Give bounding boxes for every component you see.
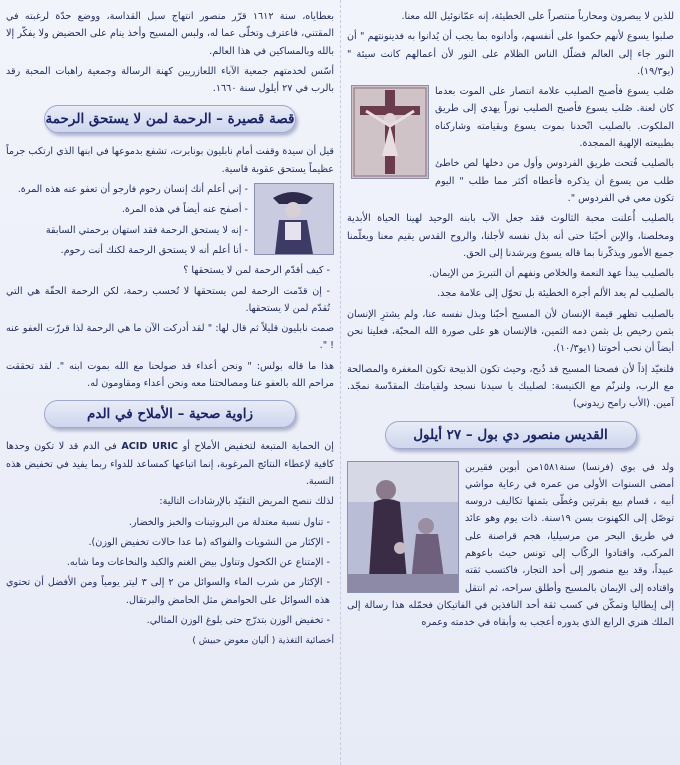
crucifix-icon: [352, 86, 428, 178]
paragraph: بالصليب لم يعد الألم أجرة الخطيئة بل تحوّل إلى علامة مجد.: [437, 288, 674, 300]
paragraph: صُلب يسوع فأصبح الصليب علامة انتصار على الموت بعدما كان لعنة. صُلب يسوع فأصبح الصليب نوراً يهدي إلى طريق الملكوت. بالصليب اتّحدنا بموت يسوع وبقيامته وشاركناه بطبيعته الإلهية الممجدة.: [435, 86, 674, 150]
paragraph: ولد في بوي (فرنسا) سنة١٥٨١من أبوين فقيرين أمضى السنوات الأولى من عمره في رعاية مواشي أبيه ، قسام بيع بقرتين وغطّى بثمنها تكاليف دروسه توصّل إلى الكهنوت بسن ١٩سنة. ذات يوم وهو عائد في طريق البحر من مرسيليا، هجم قراصنة على المركب، واقتادوا الركّاب إلى تونس حيث باعوهم عبيداً، وقد بيع منصور إلى أحد التجار، فاكتسب ثقته واقتاده إلى الإيمان بالمسيح وأطلق سراحه، ثم انتقل إلى إيطاليا وتمكّن في كسب ثقة أحد النافذين في الفاتيكان فحمّله هذا رسالة إلى الملك هنري الرابع الذي يدوره أعجب به وأبقاه في خدمته وعمره: [347, 461, 674, 629]
dialogue-line: - إن قدّمت الرحمة لمن يستحقها لا تُحسب رحمة، لكن الرحمة الحقّة هي التي تُقدّم لمن لا يستحقها.: [6, 285, 330, 314]
right-column: [340, 0, 680, 765]
napoleon-portrait: [255, 184, 333, 254]
paragraph: بالصليب تظهر قيمة الإنسان لأن المسيح أحبّنا وبذل نفسه عنا، ولم يشترِ الإنسان بثمن رخيص بل بثمن دمه الثمين، فالإنسان هو على صورة الله المحبّة، فعلينا نحن أيضاً أن نحب أخوتنا (١يو١٠/٣).: [347, 308, 674, 355]
dialogue-line: - أصفح عنه أيضاً في هذه المرة.: [121, 204, 248, 216]
acid-uric-term: ACID URIC: [121, 441, 178, 453]
paragraph: بالصليب يبدأ عهد النعمة والخلاص ونفهم أن التبريرَ من الإيمان.: [429, 268, 674, 280]
list-item: - الإمتناع عن الكحول وتناول بيض الغنم والكبد والنخاعات وما شابه.: [66, 557, 330, 569]
paragraph: [347, 361, 674, 413]
section-header-saint: القديس منصور دي بول – ٢٧ أيلول: [385, 421, 637, 449]
list-item: - الإكثار من شرب الماء والسوائل من ٢ إلى ٣ ليتر يومياً ومن الأفضل أن تحتوي هذه السوائل على الحوامض مثل الحامض والبرتقال.: [6, 577, 330, 606]
section-header-story: قصة قصيرة – الرحمة لمن لا يستحق الرحمة: [44, 105, 296, 133]
paragraph: صلبوا يسوع لأنهم حكموا على أنفسهم، وأدانوه بما يجب أن يُدانوا به فدينونتهم " أن النور جاء إلى العالم فضلّل الناس الظلام على النور لأن أعمالهم كانت سيئة " (يو١٩/٣).: [347, 31, 674, 77]
author-signature: (الأب رامح زيدوني): [572, 398, 650, 410]
paragraph: أسّس لخدمتهم جمعية الآباء اللعازريين كهنة الرسالة وجمعية راهبات المحبة رقد بالرب في ٢٧ أيلول سنة ١٦٦٠.: [6, 65, 334, 95]
list-item: - الإكثار من النشويات والفواكه (ما عدا حالات تخفيض الوزن).: [88, 536, 330, 548]
paragraph: بالصليب فُتحت طريق الفردوس وأول من دخلها لص خاطئ طلب من يسوع أن يذكره فأعطاه أكثر مما طلب " اليوم تكون معي في الفردوس ".: [435, 158, 674, 204]
author-credit: أخصائية التغذية ( أليان معوض حبيش ): [192, 636, 334, 647]
paragraph: قيل أن سيدة وقفت أمام نابليون بونابرت، تشفع بدموعها في ابنها الذي ارتكب جرماً عظيماً يستحق عقوبة قاسية.: [6, 146, 334, 175]
paragraph: بالصليب أُعلنت محبة الثالوث فقد جعل الآب بابنه الوحيد لهينا الحياة الأبدية ومخلصنا، والإبن أحبّنا حتى أنه بذل نفسه لأجلنا، والروح القدس يقيم معنا ويعلّمنا جميع الأمور ويذكّرنا بما قاله يسوع ويرشدنا إلى الحق.: [347, 213, 674, 259]
saint-vincent-painting: [348, 462, 458, 592]
paragraph-text: فلنعيّد إذاً لأن فصحنا المسيح قد ذُبح، وحيث تكون الذبيحة تكون المغفرة والمصالحة مع الرب، ولنرنّم مع الكنيسة: لصليبك يا سيدنا نسجد ولقيامتك المقدّسة نمجّد. آمين.: [347, 363, 674, 410]
paragraph: بعطاياه، سنة ١٦١٢ قرّر منصور انتهاج سبل القداسة، ووضع حدّة لرغبته في المقتني، فاعترف وتخلّى عما له، ولبس المسيح وأخذ ينام على الحضيض ولا يفكّر إلا بالله وبالمساكين في هذا العالم.: [6, 11, 334, 57]
list-item: - تناول نسبة معتدلة من البروتينات والخبز والخضار.: [128, 516, 330, 528]
saint-image: [347, 461, 459, 593]
napoleon-image: [254, 183, 334, 255]
paragraph: صمت نابليون قليلاً ثم قال لها: " لقد أدركت الآن ما هي الرحمة لذا قررّت العفو عنه ! ".: [6, 323, 334, 352]
dialogue-line: - أنا أعلم أنه لا يستحق الرحمة لكنك أنت رحوم.: [60, 244, 248, 256]
dialogue-line: - كيف أقدّم الرحمة لمن لا يستحقها ؟: [183, 265, 330, 277]
list-item: - تخفيض الوزن بتدرّج حتى بلوغ الوزن المثالي.: [146, 615, 330, 627]
paragraph-text: إن الحماية المتبعة لتخفيض الأملاح أو: [182, 441, 334, 453]
paragraph: هذا ما قاله بولس: " ونحن أعداء قد صولحنا مع الله بموت ابنه ". لقد تحققت مراحم الله بالعفو عنا ومصالحتنا معه ونحن أعداء ومقاومون له.: [6, 360, 334, 390]
dialogue-line: - إني أعلم أنك إنسان رحوم فارجو أن تعفو عنه هذه المرة.: [17, 184, 248, 196]
dialogue-line: - إنه لا يستحق الرحمة فقد استهان برحمتي السابقة: [45, 224, 248, 236]
section-header-health: زاوية صحية – الأملاح في الدم: [44, 400, 296, 428]
paragraph: لذلك ننصح المريض التقيّد بالإرشادات التالية:: [159, 496, 334, 508]
paragraph-text: في الدم قد لا تكون وحدها كافية لإعطاء النتائج المرغوبة، إنما اتباعها كمساعد للدواء ربما يفيد في تخفيض هذه النسبة.: [6, 441, 334, 487]
paragraph: [6, 438, 334, 490]
paragraph: للذين لا يبصرون ومحارباً منتصراً على الخطيئة، إنه عمّانوئيل الله معنا.: [401, 11, 674, 22]
crucifix-image: [351, 85, 429, 179]
